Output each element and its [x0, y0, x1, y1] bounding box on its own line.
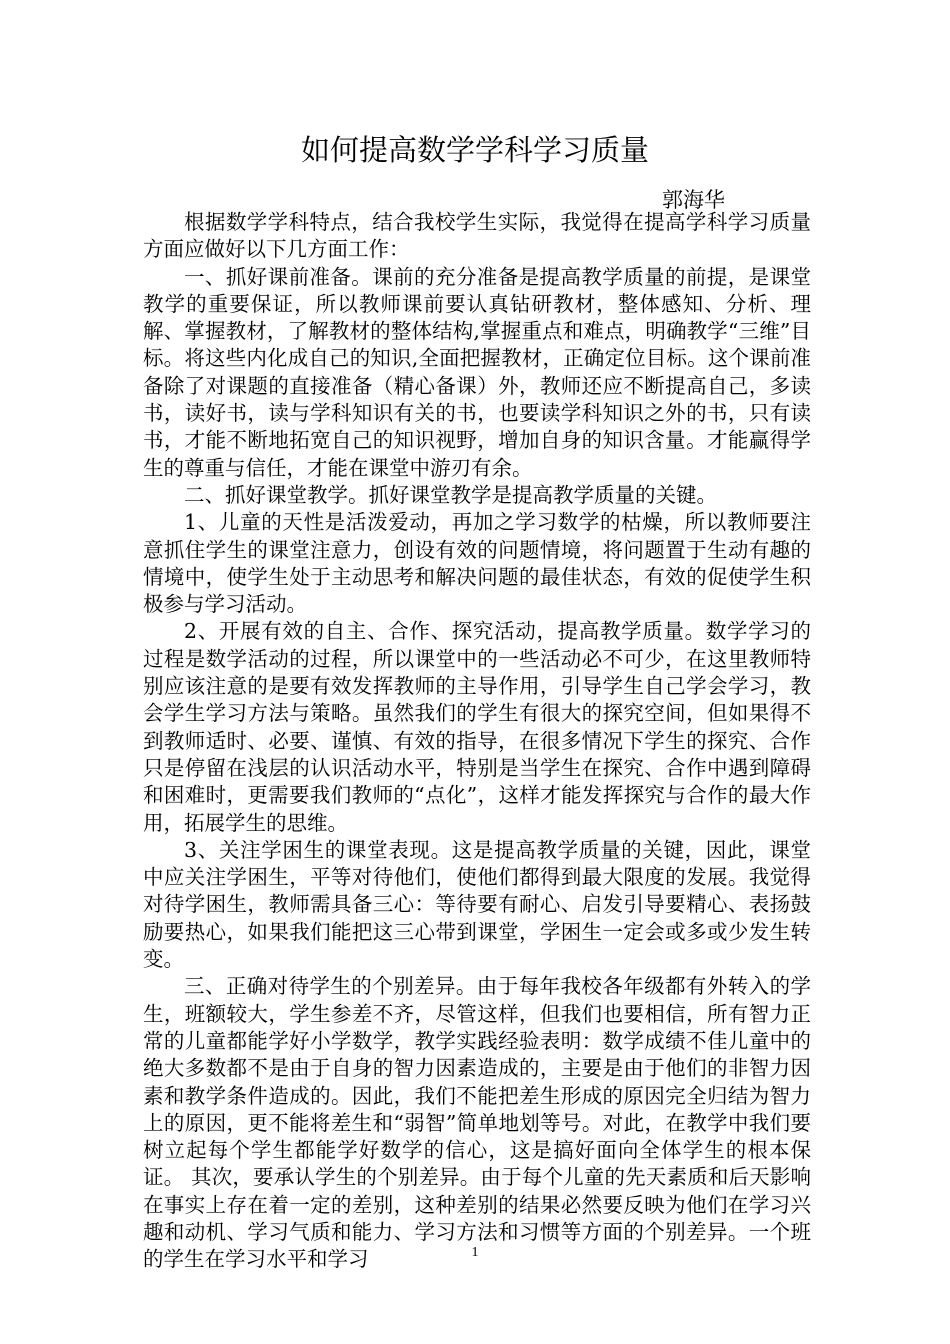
paragraph-item-2: 2、开展有效的自主、合作、探究活动，提高教学质量。数学学习的过程是数学活动的过程，所以课堂中的一些活动必不可少，在这里教师特别应该注意的是要有效发挥教师的主导作用，引导学生自己学会学习，教会学生学习方法与策略。虽然我们的学生有很大的探究空间，但如果得不到教师适时、必要、谨慎、有效的指导，在很多情况下学生的探究、合作只是停留在浅层的认识活动水平，特别是当学生在探究、合作中遇到障碍和困难时，更需要我们教师的“点化”，这样才能发挥探究与合作的最大作用，拓展学生的思维。: [143, 619, 811, 835]
paragraph-section-3: 三、正确对待学生的个别差异。由于每年我校各年级都有外转入的学生，班额较大，学生参差不齐，尽管这样，但我们也要相信，所有智力正常的儿童都能学好小学数学，教学实践经验表明：数学成绩不佳儿童中的绝大多数都不是由于自身的智力因素造成的，主要是由于他们的非智力因素和教学条件造成的。因此，我们不能把差生形成的原因完全归结为智力上的原因，更不能将差生和“弱智”简单地划等号。对此，在教学中我们要树立起每个学生都能学好数学的信心，这是搞好面向全体学生的根本保证。 其次，要承认学生的个别差异。由于每个儿童的先天素质和后天影响在事实上存在着一定的差别，这种差别的结果必然要反映为他们在学习兴趣和动机、学习气质和能力、学习方法和习惯等方面的个别差异。一个班的学生在学习水平和学习: [143, 974, 811, 1272]
author-name: 郭海华: [662, 188, 725, 212]
document-body: [143, 209, 811, 1274]
page-number: 1: [471, 1245, 479, 1260]
paragraph-section-1: 一、抓好课前准备。课前的充分准备是提高教学质量的前提，是课堂教学的重要保证，所以教师课前要认真钻研教材，整体感知、分析、理解、掌握教材，了解教材的整体结构,掌握重点和难点，明确教学“三维”目标。将这些内化成自己的知识,全面把握教材，正确定位目标。这个课前准备除了对课题的直接准备（精心备课）外，教师还应不断提高自己，多读书，读好书，读与学科知识有关的书，也要读学科知识之外的书，只有读书，才能不断地拓宽自己的知识视野，增加自身的知识含量。才能赢得学生的尊重与信任，才能在课堂中游刃有余。: [143, 264, 811, 480]
paragraph-intro: 根据数学学科特点，结合我校学生实际，我觉得在提高学科学习质量方面应做好以下几方面工作：: [143, 210, 811, 262]
paragraph-section-2: 二、抓好课堂教学。抓好课堂教学是提高教学质量的关键。: [184, 482, 717, 507]
paragraph-item-1: 1、儿童的天性是活泼爱动，再加之学习数学的枯燥，所以教师要注意抓住学生的课堂注意力，创设有效的问题情境，将问题置于生动有趣的情境中，使学生处于主动思考和解决问题的最佳状态，有效的促使学生积极参与学习活动。: [143, 510, 811, 617]
paragraph-item-3: 3、关注学困生的课堂表现。这是提高教学质量的关键，因此，课堂中应关注学困生，平等对待他们，使他们都得到最大限度的发展。我觉得对待学困生，教师需具备三心：等待要有耐心、启发引导要精心、表扬鼓励要热心，如果我们能把这三心带到课堂，学困生一定会或多或少发生转变。: [143, 837, 811, 972]
document-title: 如何提高数学学科学习质量: [300, 133, 649, 167]
